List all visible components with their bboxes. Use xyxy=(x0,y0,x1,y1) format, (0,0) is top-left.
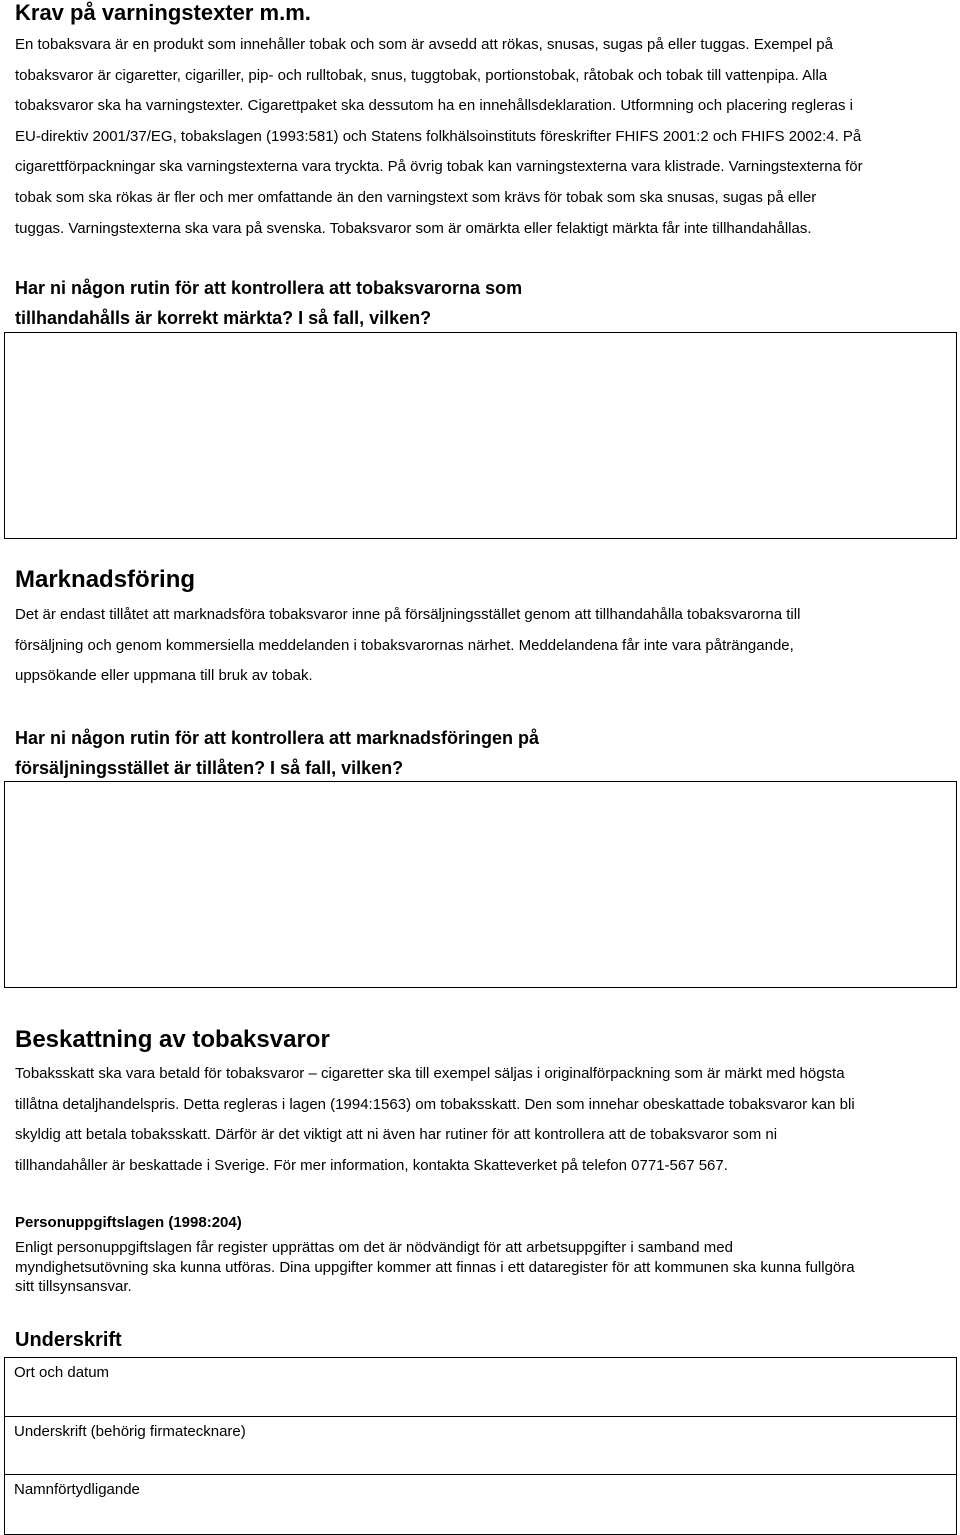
pul-heading: Personuppgiftslagen (1998:204) xyxy=(15,1214,242,1231)
paragraph-line: tobak som ska rökas är fler och mer omfattande än den varningstext som krävs för tobak som ska snusas, sugas på eller xyxy=(15,188,817,206)
signature-table xyxy=(4,1357,957,1535)
marketing-heading: Marknadsföring xyxy=(15,566,196,593)
paragraph-line: uppsökande eller uppmana till bruk av tobak. xyxy=(15,667,313,685)
paragraph-line: tobaksvaror ska ha varningstexter. Cigarettpaket ska dessutom ha en innehållsdeklaration. Utformning och placering regleras i xyxy=(15,97,853,115)
paragraph-line: tillåtna detaljhandelspris. Detta regleras i lagen (1994:1563) om tobaksskatt. Den som innehar obeskattade tobaksvaror kan bli xyxy=(15,1095,855,1113)
warnings-heading: Krav på varningstexter m.m. xyxy=(15,0,311,25)
paragraph-line: En tobaksvara är en produkt som innehåller tobak och som är avsedd att rökas, snusas, sugas på eller tuggas. Exempel på xyxy=(15,36,833,53)
paragraph-line: Enligt personuppgiftslagen får register upprättas om det är nödvändigt för att arbetsuppgifter i samband med xyxy=(15,1239,733,1256)
paragraph-line: tuggas. Varningstexterna ska vara på svenska. Tobaksvaror som är omärkta eller felaktigt märkta får inte tillhandahållas. xyxy=(15,219,812,237)
warnings-question xyxy=(15,273,735,333)
name-clarification-field[interactable] xyxy=(5,1475,956,1534)
field-label: Ort och datum xyxy=(14,1364,110,1381)
paragraph-line: sitt tillsynsansvar. xyxy=(15,1278,132,1295)
taxation-paragraph xyxy=(15,1059,957,1181)
taxation-heading: Beskattning av tobaksvaror xyxy=(15,1026,330,1053)
place-date-field[interactable] xyxy=(5,1358,956,1417)
paragraph-line: EU-direktiv 2001/37/EG, tobakslagen (1993:581) och Statens folkhälsoinstituts föreskrifter FHIFS 2001:2 och FHIFS 2002:4. På xyxy=(15,127,862,145)
paragraph-line: skyldig att betala tobaksskatt. Därför är det viktigt att ni även har rutiner för att kontrollera att de tobaksvaror som ni xyxy=(15,1126,778,1144)
warnings-paragraph xyxy=(15,30,957,244)
pul-paragraph xyxy=(15,1238,957,1297)
signature-field[interactable] xyxy=(5,1417,956,1476)
paragraph-line: tillhandahåller är beskattade i Sverige. För mer information, kontakta Skatteverket på telefon 0771-567 567. xyxy=(15,1156,728,1174)
field-label: Namnförtydligande xyxy=(14,1481,140,1498)
question-line: tillhandahålls är korrekt märkta? I så fall, vilken? xyxy=(15,308,432,328)
paragraph-line: Tobaksskatt ska vara betald för tobaksvaror – cigaretter ska till exempel säljas i originalförpackning som är märkt med högsta xyxy=(15,1065,845,1082)
marketing-answer-field[interactable] xyxy=(4,781,957,988)
paragraph-line: försäljning och genom kommersiella meddelanden i tobaksvarornas närhet. Meddelandena får inte vara påträngande, xyxy=(15,636,794,654)
paragraph-line: tobaksvaror är cigaretter, cigariller, pip- och rulltobak, snus, tuggtobak, portionstobak, råtobak och tobak till vattenpipa. Alla xyxy=(15,66,828,84)
marketing-paragraph xyxy=(15,600,957,692)
marketing-question xyxy=(15,723,735,783)
field-label: Underskrift (behörig firmatecknare) xyxy=(14,1422,246,1440)
paragraph-line: myndighetsutövning ska kunna utföras. Dina uppgifter kommer att finnas i ett dataregister för att kommunen ska kunna fullgöra xyxy=(15,1258,855,1276)
paragraph-line: cigarettförpackningar ska varningstexterna vara tryckta. På övrig tobak kan varningstexterna vara klistrade. Varningstexterna för xyxy=(15,158,863,176)
question-line: försäljningsstället är tillåten? I så fall, vilken? xyxy=(15,758,404,778)
signature-heading: Underskrift xyxy=(15,1329,122,1351)
question-line: Har ni någon rutin för att kontrollera att tobaksvarorna som xyxy=(15,278,523,298)
paragraph-line: Det är endast tillåtet att marknadsföra tobaksvaror inne på försäljningsstället genom att tillhandahålla tobaksvarorna till xyxy=(15,606,801,623)
warnings-answer-field[interactable] xyxy=(4,332,957,539)
question-line: Har ni någon rutin för att kontrollera att marknadsföringen på xyxy=(15,728,540,748)
